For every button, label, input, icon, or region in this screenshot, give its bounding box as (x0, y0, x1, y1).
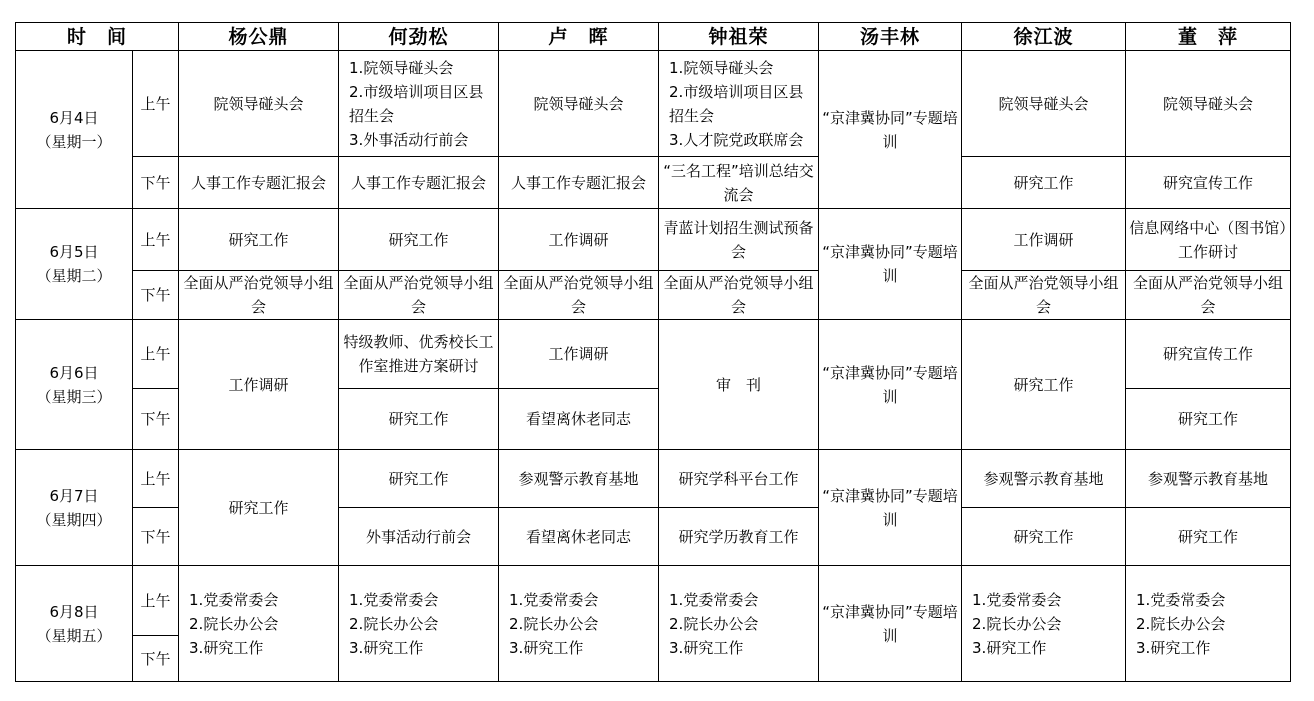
schedule-item: 1.院领导碰头会 (669, 58, 774, 77)
table-row (16, 271, 1291, 320)
schedule-item: 1.党委常委会 (669, 590, 759, 609)
schedule-item: 1.院领导碰头会 (349, 58, 454, 77)
pm-label: 下午 (133, 636, 179, 682)
am-label: 上午 (133, 320, 179, 389)
pm-label: 下午 (133, 271, 179, 320)
table-row (16, 157, 1291, 209)
schedule-cell: 院领导碰头会 (1126, 51, 1291, 157)
date-label: 6月7日 (49, 486, 99, 505)
schedule-item: 3.研究工作 (349, 638, 424, 657)
schedule-cell: 全面从严治党领导小组会 (962, 271, 1126, 320)
schedule-cell: 人事工作专题汇报会 (179, 157, 339, 209)
schedule-item: 2.院长办公会 (189, 614, 279, 633)
schedule-cell: 人事工作专题汇报会 (339, 157, 499, 209)
schedule-cell: “京津冀协同”专题培训 (819, 566, 962, 682)
schedule-item: 2.院长办公会 (669, 614, 759, 633)
schedule-cell: 全面从严治党领导小组会 (659, 271, 819, 320)
person-header: 何劲松 (339, 23, 499, 51)
schedule-cell (339, 566, 499, 682)
schedule-item: 1.党委常委会 (1136, 590, 1226, 609)
schedule-item: 3.研究工作 (669, 638, 744, 657)
schedule-cell: 人事工作专题汇报会 (499, 157, 659, 209)
schedule-cell (659, 566, 819, 682)
schedule-cell: 研究工作 (339, 389, 499, 450)
am-label: 上午 (133, 566, 179, 636)
schedule-item: 1.党委常委会 (189, 590, 279, 609)
schedule-cell: 研究学历教育工作 (659, 508, 819, 566)
am-label: 上午 (133, 209, 179, 271)
pm-label: 下午 (133, 389, 179, 450)
schedule-cell: 研究工作 (962, 508, 1126, 566)
am-label: 上午 (133, 51, 179, 157)
table-row (16, 320, 1291, 389)
schedule-cell: 审 刊 (659, 320, 819, 450)
schedule-cell (659, 51, 819, 157)
schedule-cell: 全面从严治党领导小组会 (1126, 271, 1291, 320)
schedule-item: 3.外事活动行前会 (349, 130, 469, 149)
schedule-item: 3.研究工作 (509, 638, 584, 657)
table-row (16, 51, 1291, 157)
schedule-cell: 工作调研 (179, 320, 339, 450)
schedule-item: 3.研究工作 (189, 638, 264, 657)
schedule-item: 3.研究工作 (972, 638, 1047, 657)
schedule-item: 2.院长办公会 (972, 614, 1062, 633)
schedule-item: 1.党委常委会 (509, 590, 599, 609)
person-header: 徐江波 (962, 23, 1126, 51)
date-label: 6月8日 (49, 602, 99, 621)
date-label: 6月5日 (49, 243, 99, 261)
schedule-item: 2.院长办公会 (349, 614, 439, 633)
table-row (16, 209, 1291, 271)
schedule-cell (1126, 566, 1291, 682)
schedule-cell: 青蓝计划招生测试预备会 (659, 209, 819, 271)
person-header: 汤丰林 (819, 23, 962, 51)
schedule-item: 2.院长办公会 (509, 614, 599, 633)
person-header: 卢 晖 (499, 23, 659, 51)
schedule-cell: 研究学科平台工作 (659, 450, 819, 508)
schedule-cell: 研究工作 (339, 209, 499, 271)
date-cell (16, 320, 133, 450)
schedule-item: 1.党委常委会 (349, 590, 439, 609)
weekday-label: （星期一） (36, 132, 112, 151)
person-header: 董 萍 (1126, 23, 1291, 51)
schedule-cell: “京津冀协同”专题培训 (819, 450, 962, 566)
schedule-cell: 院领导碰头会 (962, 51, 1126, 157)
table-row (16, 450, 1291, 508)
schedule-cell: 全面从严治党领导小组会 (179, 271, 339, 320)
schedule-cell: 工作调研 (499, 209, 659, 271)
table-row (16, 566, 1291, 636)
schedule-cell: 院领导碰头会 (179, 51, 339, 157)
schedule-cell: 参观警示教育基地 (499, 450, 659, 508)
schedule-cell: 研究工作 (179, 450, 339, 566)
schedule-cell: 研究工作 (962, 320, 1126, 450)
schedule-cell: 研究工作 (1126, 389, 1291, 450)
person-header: 杨公鼎 (179, 23, 339, 51)
schedule-item: 3.人才院党政联席会 (669, 130, 804, 149)
schedule-cell: 参观警示教育基地 (1126, 450, 1291, 508)
schedule-cell: 研究工作 (179, 209, 339, 271)
schedule-cell: 全面从严治党领导小组会 (499, 271, 659, 320)
pm-label: 下午 (133, 157, 179, 209)
weekday-label: （星期二） (36, 267, 112, 285)
schedule-item: 2.市级培训项目区县招生会 (669, 82, 804, 125)
am-label: 上午 (133, 450, 179, 508)
schedule-cell: 信息网络中心（图书馆）工作研讨 (1126, 209, 1291, 271)
schedule-cell: “京津冀协同”专题培训 (819, 320, 962, 450)
pm-label: 下午 (133, 508, 179, 566)
schedule-cell: 院领导碰头会 (499, 51, 659, 157)
date-cell (16, 450, 133, 566)
schedule-cell: 研究工作 (1126, 508, 1291, 566)
date-cell (16, 51, 133, 209)
schedule-item: 2.院长办公会 (1136, 614, 1226, 633)
schedule-cell: 外事活动行前会 (339, 508, 499, 566)
schedule-cell: 看望离休老同志 (499, 508, 659, 566)
schedule-cell: 研究工作 (962, 157, 1126, 209)
date-label: 6月6日 (49, 363, 99, 382)
schedule-cell: 工作调研 (499, 320, 659, 389)
schedule-cell: 研究宣传工作 (1126, 157, 1291, 209)
header-row (16, 23, 1291, 51)
weekday-label: （星期三） (36, 387, 112, 406)
schedule-cell (962, 566, 1126, 682)
schedule-cell: “三名工程”培训总结交流会 (659, 157, 819, 209)
schedule-cell: 研究工作 (339, 450, 499, 508)
weekday-label: （星期五） (36, 626, 112, 645)
schedule-cell: 研究宣传工作 (1126, 320, 1291, 389)
person-header: 钟祖荣 (659, 23, 819, 51)
schedule-item: 3.研究工作 (1136, 638, 1211, 657)
weekday-label: （星期四） (36, 510, 112, 529)
time-header: 时 间 (16, 23, 179, 51)
schedule-item: 1.党委常委会 (972, 590, 1062, 609)
schedule-table (15, 22, 1291, 682)
schedule-cell: “京津冀协同”专题培训 (819, 51, 962, 209)
date-cell (16, 566, 133, 682)
date-label: 6月4日 (49, 108, 99, 127)
date-cell (16, 209, 133, 320)
schedule-cell (499, 566, 659, 682)
schedule-cell: 参观警示教育基地 (962, 450, 1126, 508)
schedule-cell: “京津冀协同”专题培训 (819, 209, 962, 320)
schedule-item: 2.市级培训项目区县招生会 (349, 82, 484, 125)
schedule-cell (179, 566, 339, 682)
schedule-cell: 全面从严治党领导小组会 (339, 271, 499, 320)
schedule-cell: 看望离休老同志 (499, 389, 659, 450)
schedule-cell (339, 51, 499, 157)
schedule-cell: 工作调研 (962, 209, 1126, 271)
schedule-cell: 特级教师、优秀校长工作室推进方案研讨 (339, 320, 499, 389)
